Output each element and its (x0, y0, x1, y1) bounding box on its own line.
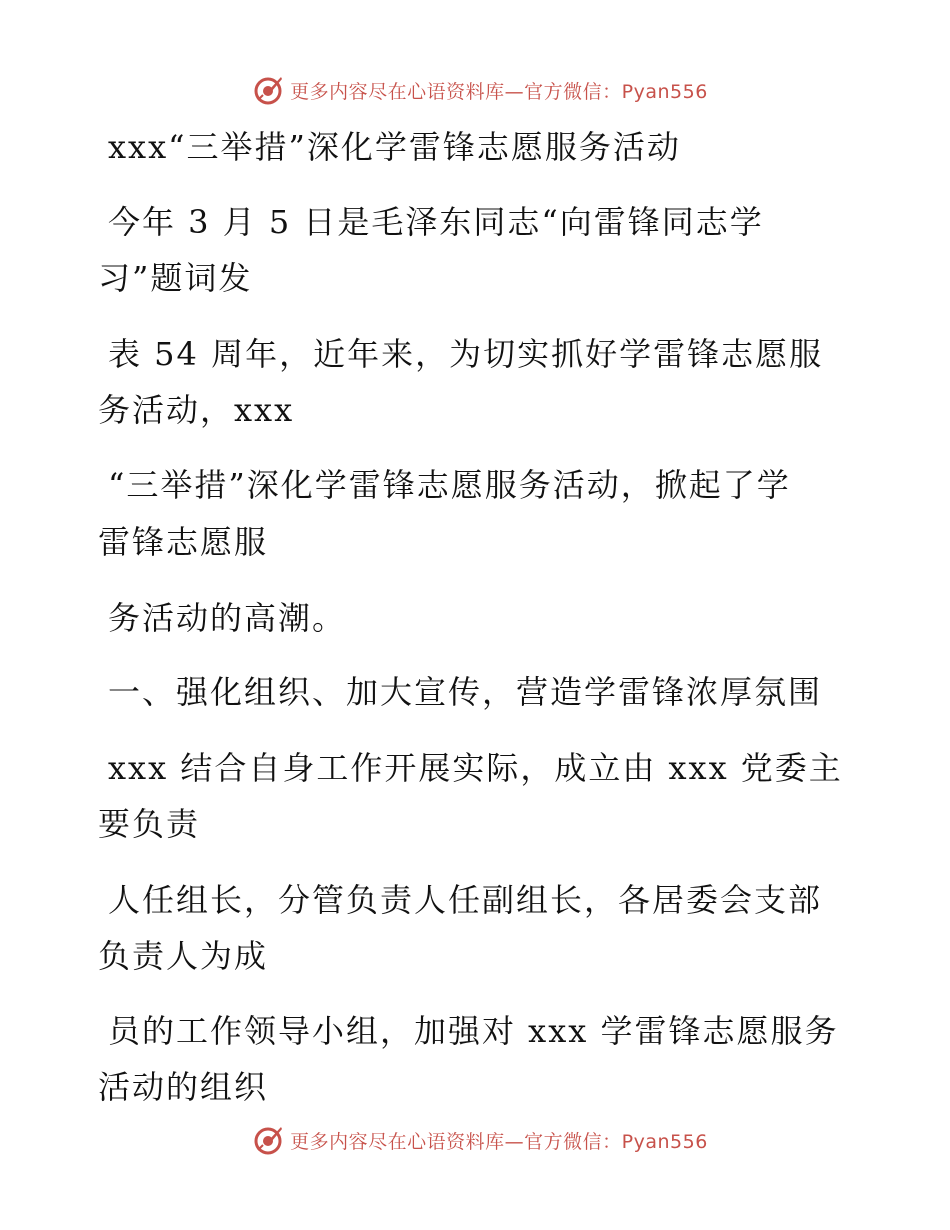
text-line: 雷锋志愿服 (98, 523, 269, 561)
quill-logo-icon (252, 1124, 284, 1156)
watermark-banner-bottom (0, 1120, 950, 1160)
text-line: 表 54 周年，近年来，为切实抓好学雷锋志愿服 (108, 335, 824, 373)
section-heading: 一、强化组织、加大宣传，营造学雷锋浓厚氛围 (108, 673, 823, 711)
text-line: “三举措”深化学雷锋志愿服务活动，掀起了学 (108, 466, 791, 504)
text-line: 今年 3 月 5 日是毛泽东同志“向雷锋同志学 (108, 203, 764, 241)
watermark-text: 更多内容尽在心语资料库—官方微信：Pyan556 (290, 80, 708, 103)
watermark-group (252, 1124, 708, 1156)
quill-logo-icon (252, 74, 284, 106)
watermark-text: 更多内容尽在心语资料库—官方微信：Pyan556 (290, 1130, 708, 1153)
text-line: 活动的组织 (98, 1068, 269, 1106)
document-title: xxx“三举措”深化学雷锋志愿服务活动 (108, 128, 681, 166)
text-line: 人任组长，分管负责人任副组长，各居委会支部 (108, 881, 823, 919)
text-line: 务活动的高潮。 (108, 599, 347, 637)
text-line: xxx 结合自身工作开展实际，成立由 xxx 党委主 (108, 749, 843, 787)
text-line: 负责人为成 (98, 937, 269, 975)
watermark-group (252, 74, 708, 106)
text-line: 员的工作领导小组，加强对 xxx 学雷锋志愿服务 (108, 1012, 839, 1050)
text-line: 要负责 (98, 805, 201, 843)
watermark-banner-top (0, 70, 950, 110)
text-line: 务活动，xxx (98, 391, 295, 429)
text-line: 习”题词发 (98, 259, 253, 297)
